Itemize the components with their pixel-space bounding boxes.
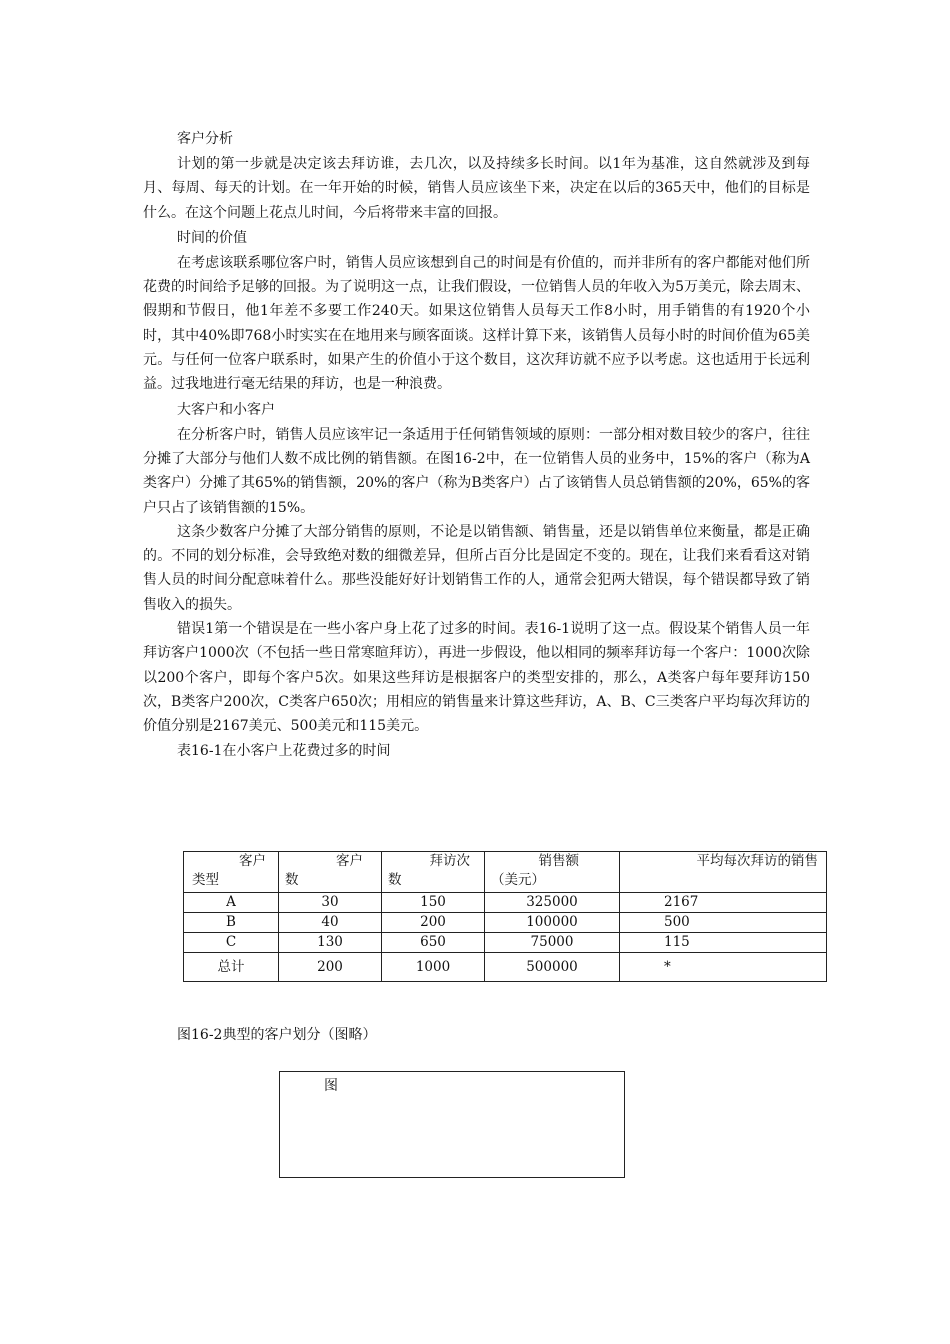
- paragraph-mistake-one: 错误1第一个错误是在一些小客户身上花了过多的时间。表16-1说明了这一点。假设某个销售人员一年拜访客户1000次（不包括一些日常寒暄拜访），再进一步假设，他以相同的频率拜访每一个客户：1000次除以200个客户，即每个客户5次。如果这些拜访是根据客户的类型安排的，那么，A类客户每年要拜访150次，B类客户200次，C类客户650次；用相应的销售量来计算这些拜访，A、B、C三类客户平均每次拜访的价值分别是2167美元、500美元和115美元。: [143, 621, 810, 735]
- cell-average: 500: [620, 913, 827, 933]
- header-visit-count: 拜访次 数: [382, 852, 485, 893]
- cell-type: A: [184, 893, 279, 913]
- cell-type: C: [184, 933, 279, 953]
- table-row: [184, 933, 827, 953]
- paragraph-time-value: 在考虑该联系哪位客户时，销售人员应该想到自己的时间是有价值的，而并非所有的客户都能对他们所花费的时间给予足够的回报。为了说明这一点，让我们假设，一位销售人员的年收入为5万美元，除去周末、假期和节假日，他1年差不多要工作240天。如果这位销售人员每天工作8小时，用手销售的有1920个小时，其中40%即768小时实实在在地用来与顾客面谈。这样计算下来，该销售人员每小时的时间价值为65美元。与任何一位客户联系时，如果产生的价值小于这个数目，这次拜访就不应予以考虑。这也适用于长远利益。过我地进行毫无结果的拜访，也是一种浪费。: [143, 254, 810, 393]
- document-body: [143, 126, 810, 763]
- header-customer-type: 客户 类型: [184, 852, 279, 893]
- heading-value-of-time: 时间的价值: [177, 229, 247, 246]
- cell-sales: 100000: [485, 913, 620, 933]
- heading-customer-analysis: 客户分析: [177, 131, 233, 147]
- cell-total-count: 200: [279, 953, 382, 982]
- cell-total-sales: 500000: [485, 953, 620, 982]
- cell-total-label: 总计: [184, 953, 279, 982]
- customer-table: [183, 851, 827, 982]
- cell-count: 30: [279, 893, 382, 913]
- header-sales: 销售额 （美元）: [485, 852, 620, 893]
- figure-label: 图: [324, 1078, 338, 1094]
- figure-placeholder: [279, 1071, 625, 1178]
- header-average-sales: 平均每次拜访的销售: [620, 852, 827, 893]
- table-total-row: [184, 953, 827, 982]
- cell-total-visits: 1000: [382, 953, 485, 982]
- cell-count: 130: [279, 933, 382, 953]
- cell-count: 40: [279, 913, 382, 933]
- table-row: [184, 913, 827, 933]
- heading-large-small-customers: 大客户和小客户: [177, 401, 275, 418]
- cell-visits: 200: [382, 913, 485, 933]
- table-header-row: [184, 852, 827, 893]
- cell-average: 115: [620, 933, 827, 953]
- paragraph-planning: 计划的第一步就是决定该去拜访谁，去几次，以及持续多长时间。以1年为基准，这自然就涉及到每月、每周、每天的计划。在一年开始的时候，销售人员应该坐下来，决定在以后的365天中，他们的目标是什么。在这个问题上花点儿时间，今后将带来丰富的回报。: [143, 156, 810, 221]
- figure-caption: 图16-2典型的客户划分（图略）: [177, 1027, 377, 1043]
- cell-total-average: *: [620, 953, 827, 982]
- cell-sales: 75000: [485, 933, 620, 953]
- paragraph-minority-principle: 这条少数客户分摊了大部分销售的原则，不论是以销售额、销售量，还是以销售单位来衡量，都是正确的。不同的划分标准，会导致绝对数的细微差异，但所占百分比是固定不变的。现在，让我们来看看这对销售人员的时间分配意味着什么。那些没能好好计划销售工作的人，通常会犯两大错误，每个错误都导致了销售收入的损失。: [143, 523, 810, 613]
- cell-visits: 150: [382, 893, 485, 913]
- table-row: [184, 893, 827, 913]
- table-caption: 表16-1在小客户上花费过多的时间: [177, 742, 391, 759]
- paragraph-customer-principle: 在分析客户时，销售人员应该牢记一条适用于任何销售领域的原则：一部分相对数目较少的客户，往往分摊了大部分与他们人数不成比例的销售额。在图16-2中，在一位销售人员的业务中，15%的客户（称为A类客户）分摊了其65%的销售额，20%的客户（称为B类客户）占了该销售人员总销售额的20%，65%的客户只占了该销售额的15%。: [143, 426, 810, 516]
- cell-type: B: [184, 913, 279, 933]
- cell-visits: 650: [382, 933, 485, 953]
- cell-average: 2167: [620, 893, 827, 913]
- cell-sales: 325000: [485, 893, 620, 913]
- header-customer-count: 客户 数: [279, 852, 382, 893]
